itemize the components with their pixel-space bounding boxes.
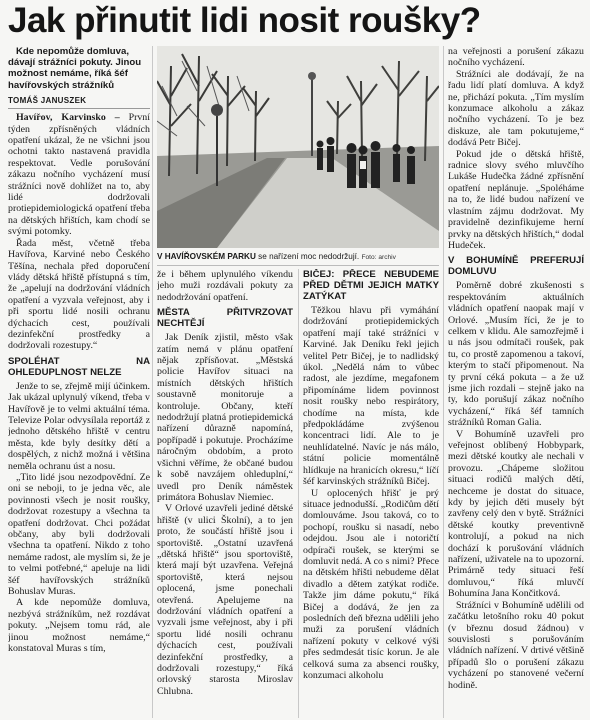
article-paragraph: Řada měst, včetně třeba Havířova, Karviné nebo Českého Těšína, nechala před doporučení vlády dětská hřiště přístupná s tím, že „apelují na dodržování vládních opatření a vyzvala veřejnost, aby i při sportu lidé nosili ochranu dýchacích cest, používali dezinfekční prostředky a dodržovali rozestupy.“ (8, 237, 150, 352)
column-divider (298, 269, 299, 718)
caption-lead: V HAVÍŘOVSKÉM PARKU (157, 252, 256, 261)
article-paragraph: Jak Deník zjistil, město však zatím nemá v plánu opatření nějak zpřísňovat. „Městská policie Havířov situaci na místních dětských hřištích soustavně monitoruje a kontroluje. Občany, kteří nedodržují platná protiepidemická nařízení důrazně napomíná, popřípadě i pokutuje. Procházíme náročným obdobím, a proto všichni věříme, že občané budou k sobě navzájem ohleduplní,“ uvedl pro Deník náměstek primátora Bohuslav Niemiec. (157, 332, 293, 503)
article-paragraph: Poměrně dobré zkušenosti s respektováním aktuálních vládních opatření naopak mají v Orlové. „Musím říci, že je to celkem v klidu. Ale samozřejmě i u nás jsou odmítači roušek, pak tu, co prostě zapomenou a takoví, kterým to stačí připomenout. Na ty první céká pokuta – a že už jsme jich rozdali – stejně jako na ty, kdo porušují zákaz nočního vycházení,“ říká šéf tamních strážníků Roman Galia. (448, 280, 584, 429)
lead-paragraph: Kde nepomůže domluva, dávají strážníci pokuty. Jinou možnost nemáme, říká šéf havířovských strážníků (8, 46, 142, 91)
caption-divider (157, 265, 439, 266)
article-paragraph: U oplocených hřišť je prý situace jednodušší. „Rodičům dětí domlouváme. Jsou taková, co to pochopí, roušku si nasadí, nebo odejdou. Jsou ale i notoričtí odpírači roušek, se kterými se domluvit nedá. A co s nimi? Přece na dětském hřišti nebudeme dělat divadlo a dětem zatýkat rodiče. Takže jim dáme pokutu,“ říká Bičej a dodává, že jen za posledních deň března udělili jeho muži za porušení vládních nařízení pokuty v celkové výši přes sedmdesát tisíc korun. Je ale celková suma za absenci roušky, konzumaci alkoholu (303, 487, 439, 681)
article-paragraph: V Bohumíně uzavřeli pro veřejnost oblíbený Hobbypark, mezi dětské koutky ale nechali v provozu. „Chápeme složitou situaci rodičů malých dětí, nechceme je dostat do situace, kdy by jejich děti musely být zavřeny celý den v bytě. Strážníci dětské koutky preventivně kontrolují, a pokud na nich dochází k porušování vládních nařízení, uživatele na to upozorní. Primárně tedy situaci řeší domluvou,“ říká mluvčí Bohumína Jana Končitková. (448, 428, 584, 600)
subheading: V BOHUMÍNĚ PREFERUJÍ DOMLUVU (448, 255, 584, 278)
column-3 (303, 269, 439, 720)
column-2 (157, 269, 293, 720)
article-paragraph: Těžkou hlavu při vymáhání dodržování protiepidemických opatření mají také strážníci v Karviné. Jak Deníku řekl jejich velitel Petr Bičej, je to nadlidský úkol. „Nedělá nám to vůbec radost, ale jezdíme, megafonem připomínáme lidem povinnost nosit roušky nebo respirátory, chodíme na místa, kde předpokládáme zvýšenou koncentraci lidí. Ale to je neuhlídatelné. Navíc je nás málo, státní policie momentálně hlídkuje na hranicích okresu,“ líčí šéf karvinských strážníků Bičej. (303, 305, 439, 488)
caption-text: se nařízení moc nedodržují. (258, 252, 360, 261)
article-paragraph: na veřejnosti a porušení zákazu nočního vycházení. (448, 46, 584, 69)
byline: TOMÁŠ JANUSZEK (8, 95, 150, 109)
article-paragraph: Strážníci ale dodávají, že na řadu lidí platí domluva. A když ne, přichází pokuta. „Tím myslím konzumace alkoholu a zákaz nočního vycházení. To je bez diskuze, ale tam pokutujeme,“ dodává Petr Bičej. (448, 68, 584, 149)
dateline: Havířov, Karvinsko – (16, 112, 120, 124)
column-divider (443, 46, 444, 718)
headline: Jak přinutit lidi nosit roušky? (8, 2, 481, 40)
article-paragraph: „Tito lidé jsou nezodpovědní. Ze oni se neboji, to je jedna věc, ale povinnosti všech je nosit roušky, dodržovat rozestupy a všechna ta opatření dodržovat. Chci požádat občany, aby byli dodržovali všechna ta opatření. Nikdo z toho nemáme radost, ale myslím si, že je to velmi potřebné,“ apeluje na lidi šéf havířovských strážníků Bohuslav Muras. (8, 472, 150, 598)
article-paragraph: Strážníci v Bohumíně udělili od začátku letošního roku 40 pokut (v březnu dosud žádnou) v souvislosti s porušováním vládních nařízení. V drtivé většině případů šlo o porušení zákazu vycházení po stanovené večerní hodině. (448, 599, 584, 691)
subheading: SPOLÉHAT NA OHLEDUPLNOST NELZE (8, 355, 150, 378)
article-paragraph: Jenže to se, zřejmě mijí účinkem. Jak ukázal uplynulý víkend, třeba v Havířově je to velmi aktuální téma. Televize Polar odvysílala reportáž z jednoho dětského hřiště v centru města, kde byly desítky dětí a dospělých, z nichž možná i většina neměla ochranu úst a nosu. (8, 380, 150, 472)
photo-caption (157, 251, 439, 265)
column-1 (8, 46, 150, 720)
article-paragraph: V Orlové uzavřeli jediné dětské hřiště (v ulici Školní), a to jen proto, že součástí hřiště jsou i sportoviště. „Ostatní uzavřená „dětská hřiště“ jsou sportoviště, která mají být uzavřena. Veřejná sportoviště, která nejsou oplocená, jsme ponechali otevřená. Apelujeme na dodržování vládních opatření a vyzvali jsme veřejnost, aby i při sportu lidé nosili ochranu dýchacích cest, používali dezinfekční prostředky, a dodržovali rozestupy,“ říká orlovský starosta Miroslav Chlubna. (157, 503, 293, 697)
photo-credit: Foto: archiv (361, 254, 396, 261)
article-paragraph: Pokud jde o dětská hřiště, radnice slovy svého mluvčího Lukáše Hudečka žádné zpřísnění opatření neplánuje. „Spoléháme na to, že lidé budou nařízení ve vlastním zájmu dodržovat. My pravidelně dezinfikujeme herní prvky na dětských hřištích,“ dodal Hudeček. (448, 148, 584, 251)
article-paragraph: Havířov, Karvinsko – První týden zpřísněných vládních opatření ukázal, že ne všichni jsou ochotni takto nastavená pravidla respektovat. Vedle porušování zákazu nočního vycházení musí strážníci nově dohlížet na to, aby lidé dodržovali protiepidemiologická opatření třeba na dětských hřištích, kam chodí se svými potomky. (8, 112, 150, 238)
column-4 (448, 46, 584, 720)
article-paragraph: že i během uplynulého víkendu jeho muži rozdávali pokuty za nedodržování opatření. (157, 269, 293, 303)
park-photo-illustration (157, 46, 439, 248)
subheading: BIČEJ: PŘECE NEBUDEME PŘED DĚTMI JEJICH MATKY ZATÝKAT (303, 269, 439, 302)
column-divider (152, 46, 153, 718)
park-photo (157, 46, 439, 248)
subheading: MĚSTA PŘITVRZOVAT NECHTĚJÍ (157, 307, 293, 330)
article-paragraph: A kde nepomůže domluva, nezbývá strážníkům, než rozdávat pokuty. „Nejsem tomu rád, ale jinou možnost nemáme,“ konstatoval Muras s tím, (8, 597, 150, 655)
